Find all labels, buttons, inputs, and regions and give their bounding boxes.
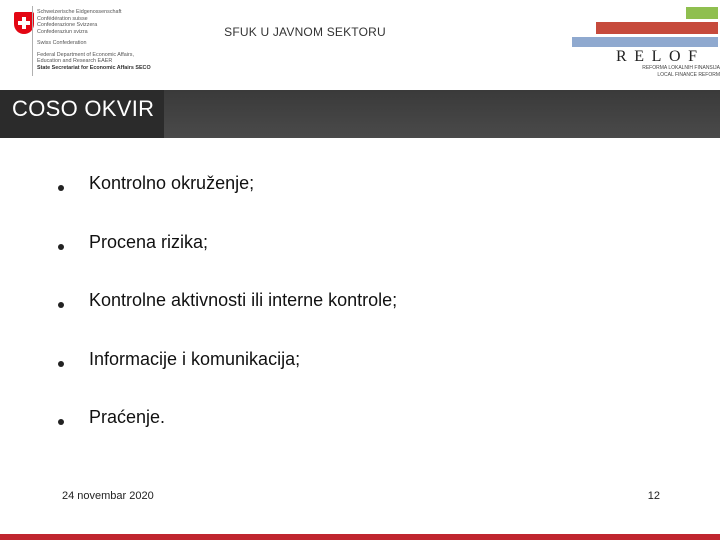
bullet-text: Procena rizika; [89,231,209,252]
relof-subtitle [634,65,720,78]
bullet-icon [58,185,64,191]
swiss-line-3: Confederazione Svizzera [37,22,98,28]
swiss-line-6: Swiss Confederation [37,40,87,46]
relof-green-stripe [686,7,718,19]
swiss-logo-divider [32,6,33,76]
list-item [58,231,698,290]
bullet-icon [58,419,64,425]
swiss-line-2: Confédération suisse [37,15,88,22]
swiss-logo-text [37,9,162,71]
bullet-list [58,172,698,465]
slide-title: COSO OKVIR [12,96,155,121]
title-bar [0,90,720,138]
bottom-bar [0,534,720,540]
swiss-line-1: Schweizerische Eidgenossenschaft [37,9,122,15]
swiss-line-4: Confederaziun svizra [37,28,88,35]
swiss-confederation-logo [8,6,158,82]
bullet-icon [58,361,64,367]
relof-red-stripe [596,22,718,34]
list-item [58,348,698,407]
swiss-line-8: Federal Department of Economic Affairs, [37,51,134,58]
swiss-line-9: Education and Research EAER [37,58,113,64]
swiss-line-10: State Secretariat for Economic Affairs SECO [37,64,151,71]
swiss-flag-icon [14,12,34,34]
bullet-text: Informacije i komunikacija; [89,348,301,369]
header-title: SFUK U JAVNOM SEKTORU [224,25,386,39]
relof-subtitle-line-2: LOCAL FINANCE REFORM [657,71,720,78]
bullet-icon [58,244,64,250]
relof-subtitle-line-1: REFORMA LOKALNIH FINANSIJA [642,65,720,71]
relof-blue-stripe [572,37,718,47]
list-item [58,172,698,231]
list-item [58,406,698,465]
bullet-text: Kontrolno okruženje; [89,173,255,193]
bullet-text: Praćenje. [89,407,166,428]
bullet-icon [58,302,64,308]
footer-date: 24 novembar 2020 [62,490,154,502]
relof-wordmark: RELOF [616,48,705,65]
bullet-text: Kontrolne aktivnosti ili interne kontrole; [89,290,398,311]
list-item [58,289,698,348]
page-number: 12 [647,490,660,502]
